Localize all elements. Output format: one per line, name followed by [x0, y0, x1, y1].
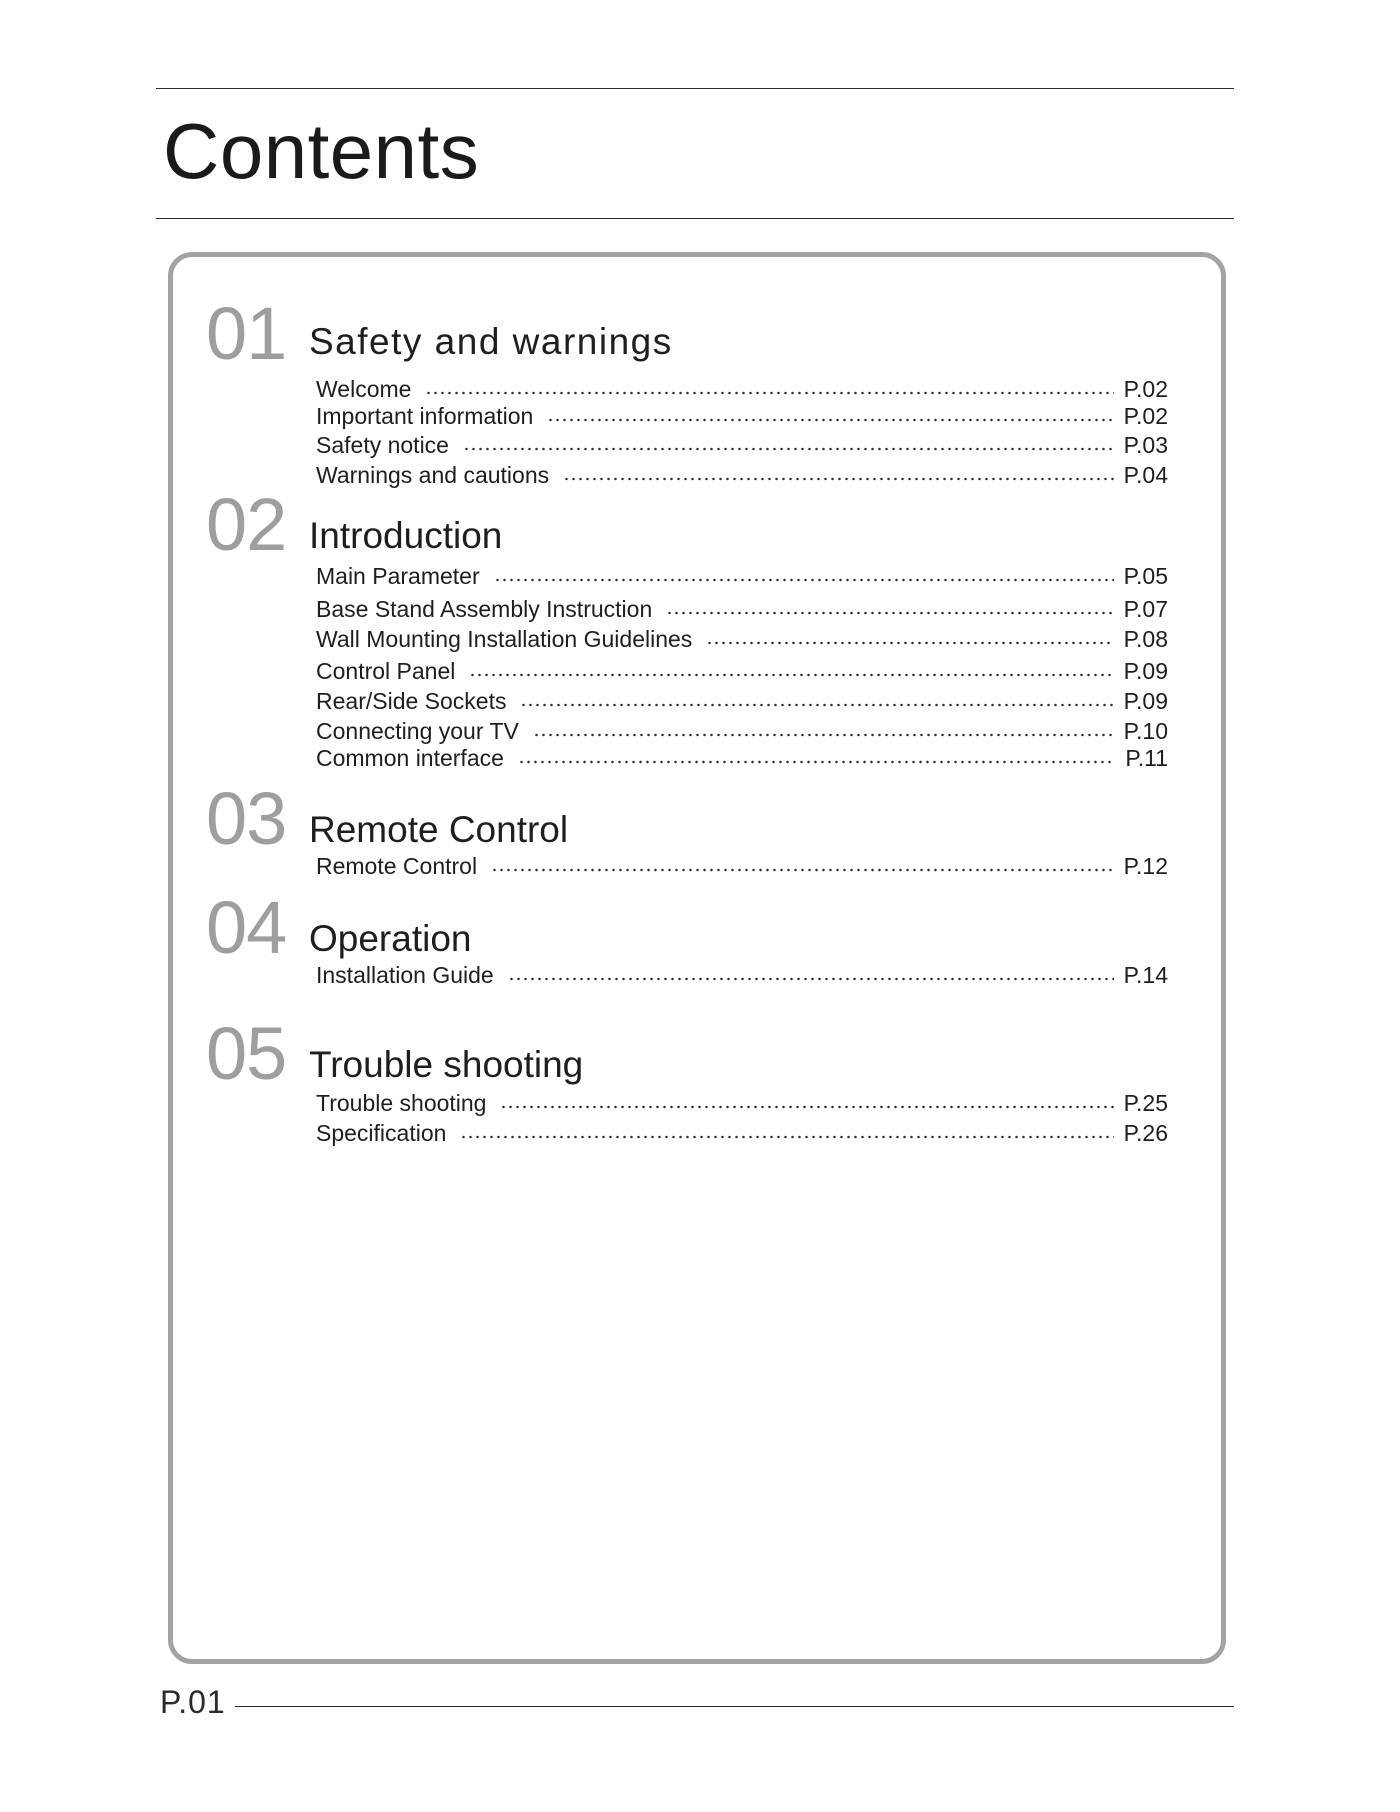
- section-title: Operation: [309, 918, 472, 959]
- page-number: P.01: [160, 1684, 226, 1720]
- toc-entry-page: P.05: [1123, 563, 1168, 589]
- top-rule: [156, 88, 1234, 89]
- dot-leader: [706, 641, 1114, 645]
- toc-entry-page: P.02: [1123, 403, 1168, 429]
- dot-leader: [460, 1135, 1114, 1139]
- toc-entry-label: Remote Control: [316, 853, 478, 879]
- toc-entry-label: Main Parameter: [316, 563, 480, 589]
- dot-leader: [494, 578, 1114, 582]
- toc-entry[interactable]: [316, 402, 1168, 428]
- dot-leader: [463, 447, 1114, 451]
- dot-leader: [547, 418, 1114, 422]
- dot-leader: [533, 733, 1114, 737]
- section-number: 01: [206, 292, 287, 375]
- section-number: 03: [206, 777, 287, 860]
- toc-entry[interactable]: [316, 562, 1168, 588]
- section-title: Trouble shooting: [309, 1044, 584, 1085]
- toc-entry-page: P.14: [1123, 962, 1168, 988]
- toc-entry[interactable]: [316, 852, 1168, 878]
- toc-entry[interactable]: [316, 687, 1168, 713]
- section-number: 02: [206, 483, 287, 566]
- dot-leader: [666, 611, 1114, 615]
- toc-entry-label: Connecting your TV: [316, 718, 519, 744]
- dot-leader: [491, 868, 1114, 872]
- toc-entry-page: P.10: [1123, 718, 1168, 744]
- footer-rule: [235, 1706, 1234, 1707]
- toc-entry-label: Specification: [316, 1120, 447, 1146]
- section-number: 04: [206, 886, 287, 969]
- toc-entry-page: P.25: [1123, 1090, 1168, 1116]
- toc-entry[interactable]: [316, 1089, 1168, 1115]
- toc-entry[interactable]: [316, 657, 1168, 683]
- toc-entry-label: Important information: [316, 403, 534, 429]
- toc-entry-page: P.09: [1123, 658, 1168, 684]
- toc-entry-label: Safety notice: [316, 432, 449, 458]
- dot-leader: [500, 1105, 1114, 1109]
- toc-entry[interactable]: [316, 717, 1168, 743]
- dot-leader: [469, 673, 1114, 677]
- toc-entry[interactable]: [316, 595, 1168, 621]
- toc-entry-label: Common interface: [316, 745, 504, 771]
- toc-entry[interactable]: [316, 461, 1168, 487]
- dot-leader: [520, 703, 1114, 707]
- toc-entry-page: P.11: [1125, 745, 1168, 771]
- toc-entry-label: Installation Guide: [316, 962, 494, 988]
- dot-leader: [425, 391, 1114, 395]
- dot-leader: [563, 477, 1114, 481]
- toc-entry[interactable]: [316, 1119, 1168, 1145]
- toc-entry-label: Rear/Side Sockets: [316, 688, 507, 714]
- toc-entry-page: P.09: [1123, 688, 1168, 714]
- toc-entry[interactable]: [316, 744, 1168, 770]
- toc-entry-label: Trouble shooting: [316, 1090, 487, 1116]
- page-title: Contents: [163, 107, 480, 195]
- toc-entry-label: Warnings and cautions: [316, 462, 550, 488]
- toc-entry-page: P.08: [1123, 626, 1168, 652]
- section-title: Safety and warnings: [309, 321, 673, 362]
- toc-entry-page: P.07: [1123, 596, 1168, 622]
- title-rule: [156, 218, 1234, 219]
- toc-entry-label: Welcome: [316, 376, 412, 402]
- toc-entry-label: Control Panel: [316, 658, 456, 684]
- toc-entry-label: Wall Mounting Installation Guidelines: [316, 626, 693, 652]
- toc-entry[interactable]: [316, 961, 1168, 987]
- toc-entry-page: P.04: [1123, 462, 1168, 488]
- dot-leader: [518, 760, 1114, 764]
- toc-entry-page: P.03: [1123, 432, 1168, 458]
- toc-entry-page: P.12: [1123, 853, 1168, 879]
- toc-entry[interactable]: [316, 431, 1168, 457]
- toc-entry-label: Base Stand Assembly Instruction: [316, 596, 653, 622]
- section-title: Remote Control: [309, 809, 569, 850]
- toc-entry[interactable]: [316, 375, 1168, 401]
- section-title: Introduction: [309, 515, 503, 556]
- section-number: 05: [206, 1012, 287, 1095]
- dot-leader: [508, 977, 1114, 981]
- toc-entry-page: P.02: [1123, 376, 1168, 402]
- toc-entry-page: P.26: [1123, 1120, 1168, 1146]
- toc-entry[interactable]: [316, 625, 1168, 651]
